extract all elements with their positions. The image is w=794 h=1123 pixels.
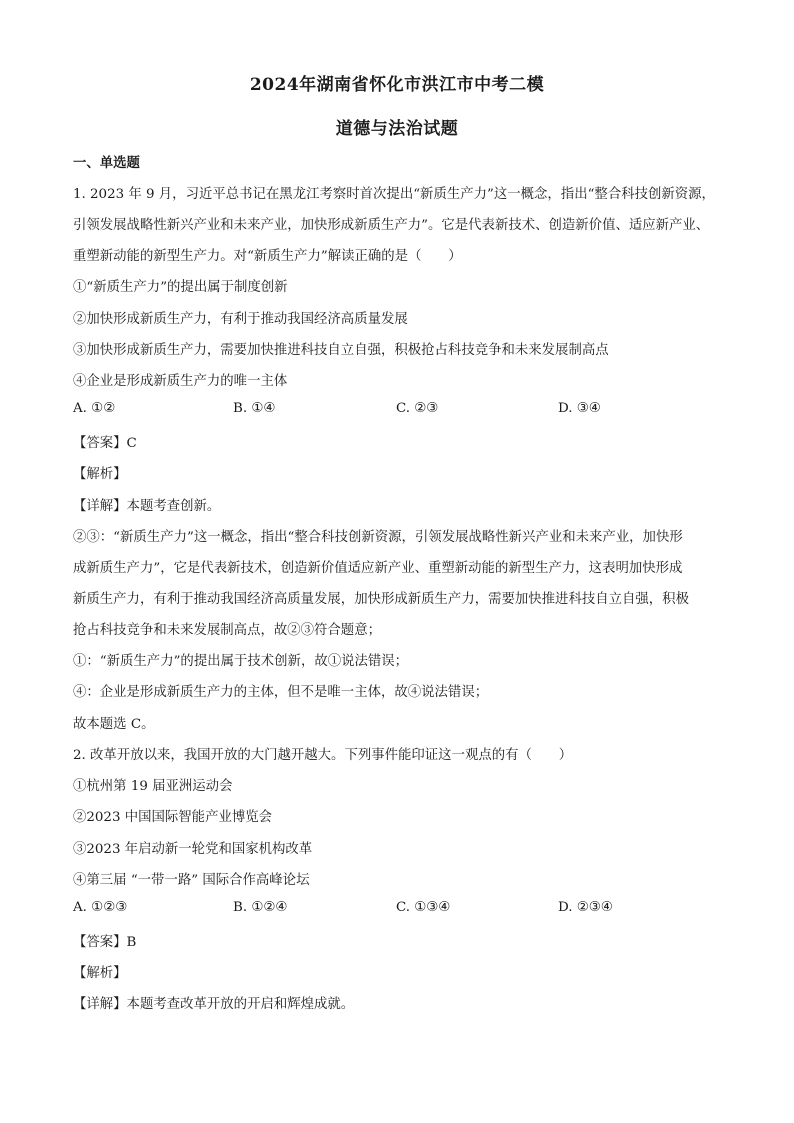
q1-analysis-line: ①：“新质生产力”的提出属于技术创新，故①说法错误； <box>73 654 409 669</box>
q1-analysis-line: 新质生产力，有利于推动我国经济高质量发展，加快形成新质生产力，需要加快推进科技自立自强，积极 <box>73 592 689 607</box>
q1-stem-line: 重塑新动能的新型生产力。对“新质生产力”解读正确的是（ ） <box>73 249 462 264</box>
q1-analysis-line: 抢占科技竞争和未来发展制高点，故②③符合题意； <box>73 623 381 638</box>
q2-stem: 2. 改革开放以来，我国开放的大门越开越大。下列事件能印证这一观点的有（ ） <box>73 748 573 763</box>
q2-analysis-line: 【详解】本题考查改革开放的开启和辉煌成就。 <box>73 997 355 1012</box>
q2-statement: ②2023 中国国际智能产业博览会 <box>73 810 273 825</box>
section-heading: 一、单选题 <box>73 155 140 171</box>
q1-analysis-line: 故本题选 C。 <box>73 717 155 732</box>
q2-option-d: D. ②③④ <box>558 900 613 915</box>
q2-option-a: A. ①②③ <box>73 900 128 915</box>
q1-analysis-line: ②③：“新质生产力”这一概念，指出“整合科技创新资源，引领发展战略性新兴产业和未来产业，加快形 <box>73 530 683 545</box>
q1-option-d: D. ③④ <box>558 401 601 416</box>
q1-stem-line: 引领发展战略性新兴产业和未来产业，加快形成新质生产力”。它是代表新技术、创造新价值、适应新产业、 <box>73 218 710 233</box>
q1-statement: ②加快形成新质生产力，有利于推动我国经济高质量发展 <box>73 312 408 327</box>
q1-analysis-line: 【详解】本题考查创新。 <box>73 499 221 514</box>
q2-statement: ①杭州第 19 届亚洲运动会 <box>73 779 233 794</box>
document-subtitle: 道德与法治试题 <box>335 119 459 139</box>
q1-statement: ①“新质生产力”的提出属于制度创新 <box>73 280 288 295</box>
q2-analysis-label: 【解析】 <box>73 966 127 981</box>
q1-analysis-line: ④：企业是形成新质生产力的主体，但不是唯一主体，故④说法错误； <box>73 685 489 700</box>
q2-statement: ④第三届 “一带一路” 国际合作高峰论坛 <box>73 873 310 888</box>
q1-statement: ④企业是形成新质生产力的唯一主体 <box>73 374 288 389</box>
q2-answer: 【答案】B <box>73 935 137 950</box>
q1-statement: ③加快形成新质生产力，需要加快推进科技自立自强，积极抢占科技竞争和未来发展制高点 <box>73 343 609 358</box>
q2-statement: ③2023 年启动新一轮党和国家机构改革 <box>73 842 313 857</box>
q1-analysis-line: 成新质生产力”，它是代表新技术，创造新价值适应新产业、重塑新动能的新型生产力，这表明加快形成 <box>73 561 683 576</box>
q1-stem-line: 1. 2023 年 9 月，习近平总书记在黑龙江考察时首次提出“新质生产力”这一概念，指出“整合科技创新资源， <box>73 187 715 202</box>
q1-analysis-label: 【解析】 <box>73 467 127 482</box>
document-title: 2024年湖南省怀化市洪江市中考二模 <box>249 75 545 95</box>
q1-option-c: C. ②③ <box>396 401 439 416</box>
q1-option-b: B. ①④ <box>233 401 276 416</box>
q2-option-b: B. ①②④ <box>233 900 288 915</box>
q2-option-c: C. ①③④ <box>396 900 451 915</box>
q1-option-a: A. ①② <box>73 401 116 416</box>
q1-answer: 【答案】C <box>73 436 137 451</box>
